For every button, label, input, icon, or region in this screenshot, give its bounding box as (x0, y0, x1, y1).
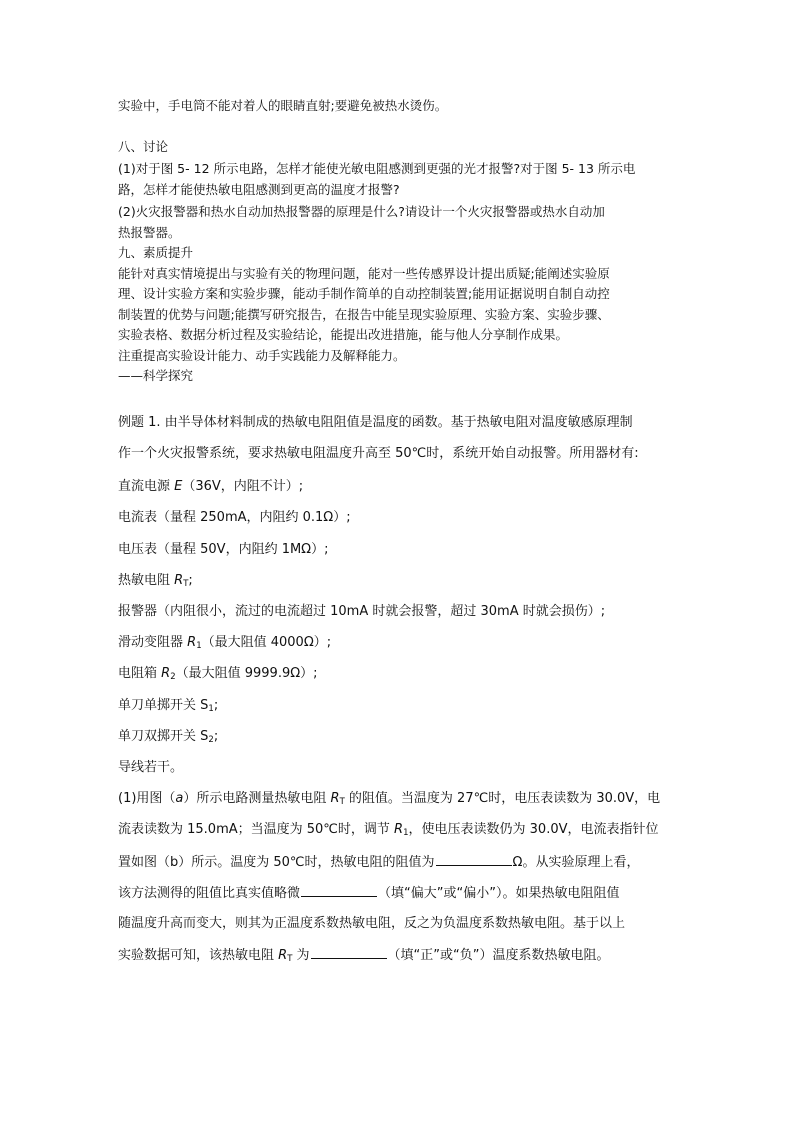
equipment-ammeter: 电流表（量程 250mA，内阻约 0.1Ω）; (118, 510, 351, 525)
answer-blank-resistance[interactable] (436, 853, 512, 866)
discussion-heading: 八、讨论 (118, 139, 169, 154)
quality-line2: 理、设计实验方案和实验步骤，能动手制作简单的自动控制装置;能用证据说明自制自动控 (118, 286, 610, 301)
quality-line3: 制装置的优势与问题;能撰写研究报告，在报告中能呈现实验原理、实验方案、实验步骤、 (118, 307, 610, 322)
question-line3: 置如图（b）所示。温度为 50℃时，热敏电阻的阻值为 Ω。从实验原理上看， (118, 855, 640, 870)
equipment-rheostat: 滑动变阻器 $R_1$（最大阻值 4000Ω）; (118, 635, 332, 651)
equipment-switch-s2: 单刀双掷开关 $S_2$; (118, 729, 219, 745)
question-line2: 流表读数为 15.0mA；当温度为 50℃时，调节 $R_1$，使电压表读数仍为 30.0V，电流表指针位 (118, 822, 659, 838)
discussion-q1-line2: 路，怎样才能使热敏电阻感测到更高的温度才报警? (118, 182, 400, 197)
quality-line1: 能针对真实情境提出与实验有关的物理问题，能对一些传感界设计提出质疑;能阐述实验原 (118, 266, 610, 281)
quality-line5: 注重提高实验设计能力、动手实践能力及解释能力。 (118, 348, 406, 363)
quality-heading: 九、素质提升 (118, 245, 194, 260)
equipment-resistance-box: 电阻箱 $R_2$（最大阻值 9999.9Ω）; (118, 666, 318, 682)
quality-line6: ——科学探究 (118, 368, 194, 383)
discussion-q2-line1: (2)火灾报警器和热水自动加热报警器的原理是什么?请设计一个火灾报警器或热水自动加 (118, 204, 605, 219)
equipment-voltmeter: 电压表（量程 50V，内阻约 1MΩ）; (118, 542, 329, 557)
question-line6: 实验数据可知，该热敏电阻 $R_T$ 为 （填“正”或“负”）温度系数热敏电阻。 (118, 948, 610, 964)
example-intro-line2: 作一个火灾报警系统，要求热敏电阻温度升高至 50℃时，系统开始自动报警。所用器材有: (118, 446, 639, 461)
safety-note: 实验中，手电筒不能对着人的眼睛直射;要避免被热水烫伤。 (118, 98, 448, 113)
answer-blank-coefficient[interactable] (311, 946, 387, 959)
discussion-q2-line2: 热报警器。 (118, 225, 181, 240)
equipment-alarm: 报警器（内阻很小，流过的电流超过 10mA 时就会报警，超过 30mA 时就会损伤）; (118, 604, 606, 619)
equipment-power: 直流电源 E（36V，内阻不计）; (118, 479, 304, 494)
equipment-wires: 导线若干。 (118, 760, 184, 775)
quality-line4: 实验表格、数据分析过程及实验结论，能提出改进措施，能与他人分享制作成果。 (118, 327, 569, 342)
example-intro-line1: 例题 1. 由半导体材料制成的热敏电阻阻值是温度的函数。基于热敏电阻对温度敏感原理制 (118, 415, 633, 430)
question-line4: 该方法测得的阻值比真实值略微 （填“偏大”或“偏小”）。如果热敏电阻阻值 (118, 886, 620, 901)
question-line5: 随温度升高而变大，则其为正温度系数热敏电阻，反之为负温度系数热敏电阻。基于以上 (118, 916, 626, 931)
equipment-switch-s1: 单刀单掷开关 $S_1$; (118, 698, 219, 714)
question-line1: (1)用图（a）所示电路测量热敏电阻 $R_T$ 的阻值。当温度为 27℃时，电压表读数为 30.0V，电 (118, 791, 661, 807)
answer-blank-error[interactable] (301, 884, 377, 897)
equipment-thermistor: 热敏电阻 $R_T$; (118, 573, 193, 589)
discussion-q1-line1: (1)对于图 5- 12 所示电路，怎样才能使光敏电阻感测到更强的光才报警?对于图 5- 13 所示电 (118, 161, 636, 176)
